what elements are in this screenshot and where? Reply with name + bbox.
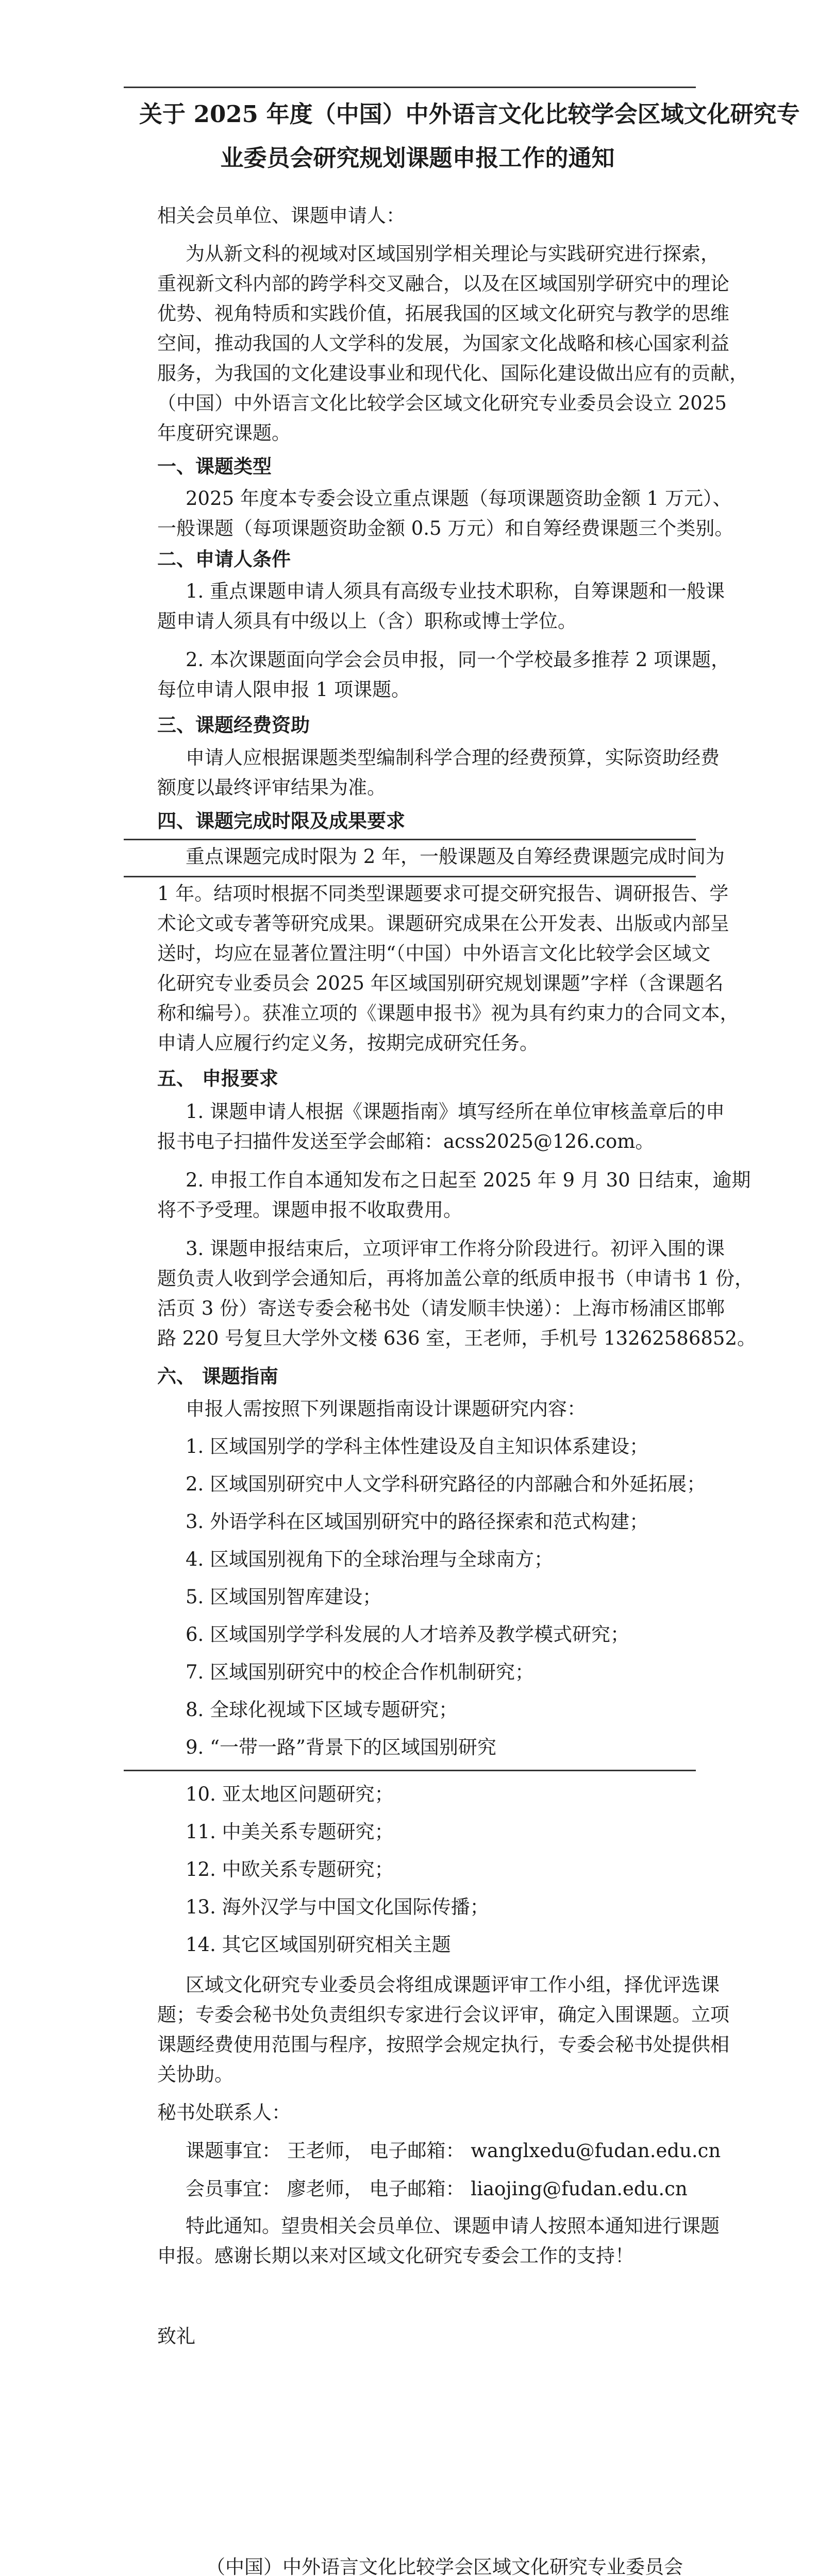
intro-line: 服务，为我国的文化建设事业和现代化、国际化建设做出应有的贡献， [157,362,748,384]
guide-item: 10. 亚太地区问题研究； [186,1783,394,1805]
intro-line: 年度研究课题。 [157,422,291,444]
guide-item: 14. 其它区域国别研究相关主题 [186,1934,451,1956]
section-heading-deadline: 四、课题完成时限及成果要求 [157,809,405,832]
guide-item: 9. “一带一路”背景下的区域国别研究 [186,1736,496,1758]
title-line-2: 业委员会研究规划课题申报工作的通知 [220,144,615,172]
guide-item: 7. 区域国别研究中的校企合作机制研究； [186,1661,535,1683]
section-text: 活页 3 份）寄送专委会秘书处（请发顺丰快递）：上海市杨浦区邯郸 [157,1297,725,1319]
guide-item: 12. 中欧关系专题研究； [186,1858,394,1880]
section-text: 题；专委会秘书处负责组织专家进行会议评审，确定入围课题。立项 [157,2004,729,2026]
section-text: 送时，均应在显著位置注明“（中国）中外语言文化比较学会区域文 [157,942,711,964]
section-divider [124,1770,696,1771]
section-heading-requirements: 五、 申报要求 [157,1067,278,1090]
section-text: 将不予受理。课题申报不收取费用。 [157,1199,462,1221]
guide-item: 3. 外语学科在区域国别研究中的路径探索和范式构建； [186,1511,649,1533]
contact-line: 会员事宜： 廖老师， 电子邮箱： liaojing@fudan.edu.cn [186,2178,688,2200]
section-text: 3. 课题申报结束后，立项评审工作将分阶段进行。初评入围的课 [186,1238,725,1260]
section-text: 每位申请人限申报 1 项课题。 [157,679,411,701]
section-heading-guide: 六、 课题指南 [157,1365,278,1387]
notice-line: 申报。感谢长期以来对区域文化研究专委会工作的支持！ [157,2245,634,2267]
top-rule [124,87,696,88]
guide-item: 13. 海外汉学与中国文化国际传播； [186,1896,489,1918]
contacts-heading: 秘书处联系人： [157,2102,291,2124]
section-text: 术论文或专著等研究成果。课题研究成果在公开发表、出版或内部呈 [157,912,729,935]
section-text: 报书电子扫描件发送至学会邮箱：acss2025@126.com。 [157,1130,655,1153]
guide-item: 6. 区域国别学学科发展的人才培养及教学模式研究； [186,1623,630,1646]
section-text: 称和编号）。获准立项的《课题申报书》视为具有约束力的合同文本， [157,1002,739,1024]
intro-line: 重视新文科内部的跨学科交叉融合，以及在区域国别学研究中的理论 [157,273,729,295]
section-text: 申报人需按照下列课题指南设计课题研究内容： [186,1398,586,1420]
section-text: 重点课题完成时限为 2 年，一般课题及自筹经费课题完成时间为 [186,845,725,868]
section-text: 一般课题（每项课题资助金额 0.5 万元）和自筹经费课题三个类别。 [157,517,734,539]
intro-line: 优势、视角特质和实践价值，拓展我国的区域文化研究与教学的思维 [157,302,729,325]
section-text: 化研究专业委员会 2025 年区域国别研究规划课题”字样（含课题名 [157,972,724,994]
section-text: 额度以最终评审结果为准。 [157,776,386,799]
section-text: 2. 本次课题面向学会会员申报，同一个学校最多推荐 2 项课题， [186,649,730,671]
title-line-1: 关于 2025 年度（中国）中外语言文化比较学会区域文化研究专 [139,100,800,128]
section-text: 区域文化研究专业委员会将组成课题评审工作小组，择优评选课 [186,1974,720,1996]
section-heading-funding: 三、课题经费资助 [157,714,310,736]
guide-item: 2. 区域国别研究中人文学科研究路径的内部融合和外延拓展； [186,1473,706,1495]
intro-line: 为从新文科的视域对区域国别学相关理论与实践研究进行探索， [186,243,720,265]
section-text: 2. 申报工作自本通知发布之日起至 2025 年 9 月 30 日结束，逾期 [186,1169,751,1191]
section-text: 1 年。结项时根据不同类型课题要求可提交研究报告、调研报告、学 [157,883,729,905]
guide-item: 11. 中美关系专题研究； [186,1821,394,1843]
guide-item: 4. 区域国别视角下的全球治理与全球南方； [186,1548,554,1570]
section-text: 申请人应根据课题类型编制科学合理的经费预算，实际资助经费 [186,747,720,769]
section-text: 1. 重点课题申请人须具有高级专业技术职称，自筹课题和一般课 [186,580,725,602]
intro-line: （中国）中外语言文化比较学会区域文化研究专业委员会设立 2025 [157,392,727,414]
guide-item: 1. 区域国别学的学科主体性建设及自主知识体系建设； [186,1435,649,1458]
section-divider [124,876,696,877]
section-text: 2025 年度本专委会设立重点课题（每项课题资助金额 1 万元）、 [186,487,732,510]
section-text: 题申请人须具有中级以上（含）职称或博士学位。 [157,610,577,632]
section-heading-types: 一、课题类型 [157,455,272,478]
guide-item: 8. 全球化视域下区域专题研究； [186,1699,458,1721]
section-text: 题负责人收到学会通知后，再将加盖公章的纸质申报书（申请书 1 份， [157,1267,754,1290]
section-text: 路 220 号复旦大学外文楼 636 室，王老师，手机号 13262586852。 [157,1327,756,1349]
section-text: 关协助。 [157,2063,233,2086]
section-text: 1. 课题申请人根据《课题指南》填写经所在单位审核盖章后的申 [186,1100,725,1123]
notice-line: 特此通知。望贵相关会员单位、课题申请人按照本通知进行课题 [186,2215,720,2237]
salute: 致礼 [157,2325,195,2347]
intro-line: 空间，推动我国的人文学科的发展，为国家文化战略和核心国家利益 [157,332,729,354]
contact-line: 课题事宜： 王老师， 电子邮箱： wanglxedu@fudan.edu.cn [186,2140,721,2162]
guide-item: 5. 区域国别智库建设； [186,1586,382,1608]
section-divider [124,839,696,840]
signature-org: （中国）中外语言文化比较学会区域文化研究专业委员会 [206,2556,683,2576]
section-text: 课题经费使用范围与程序，按照学会规定执行，专委会秘书处提供相 [157,2033,729,2056]
section-heading-eligibility: 二、申请人条件 [157,548,291,570]
section-text: 申请人应履行约定义务，按期完成研究任务。 [157,1032,539,1054]
greeting: 相关会员单位、课题申请人： [157,205,405,227]
